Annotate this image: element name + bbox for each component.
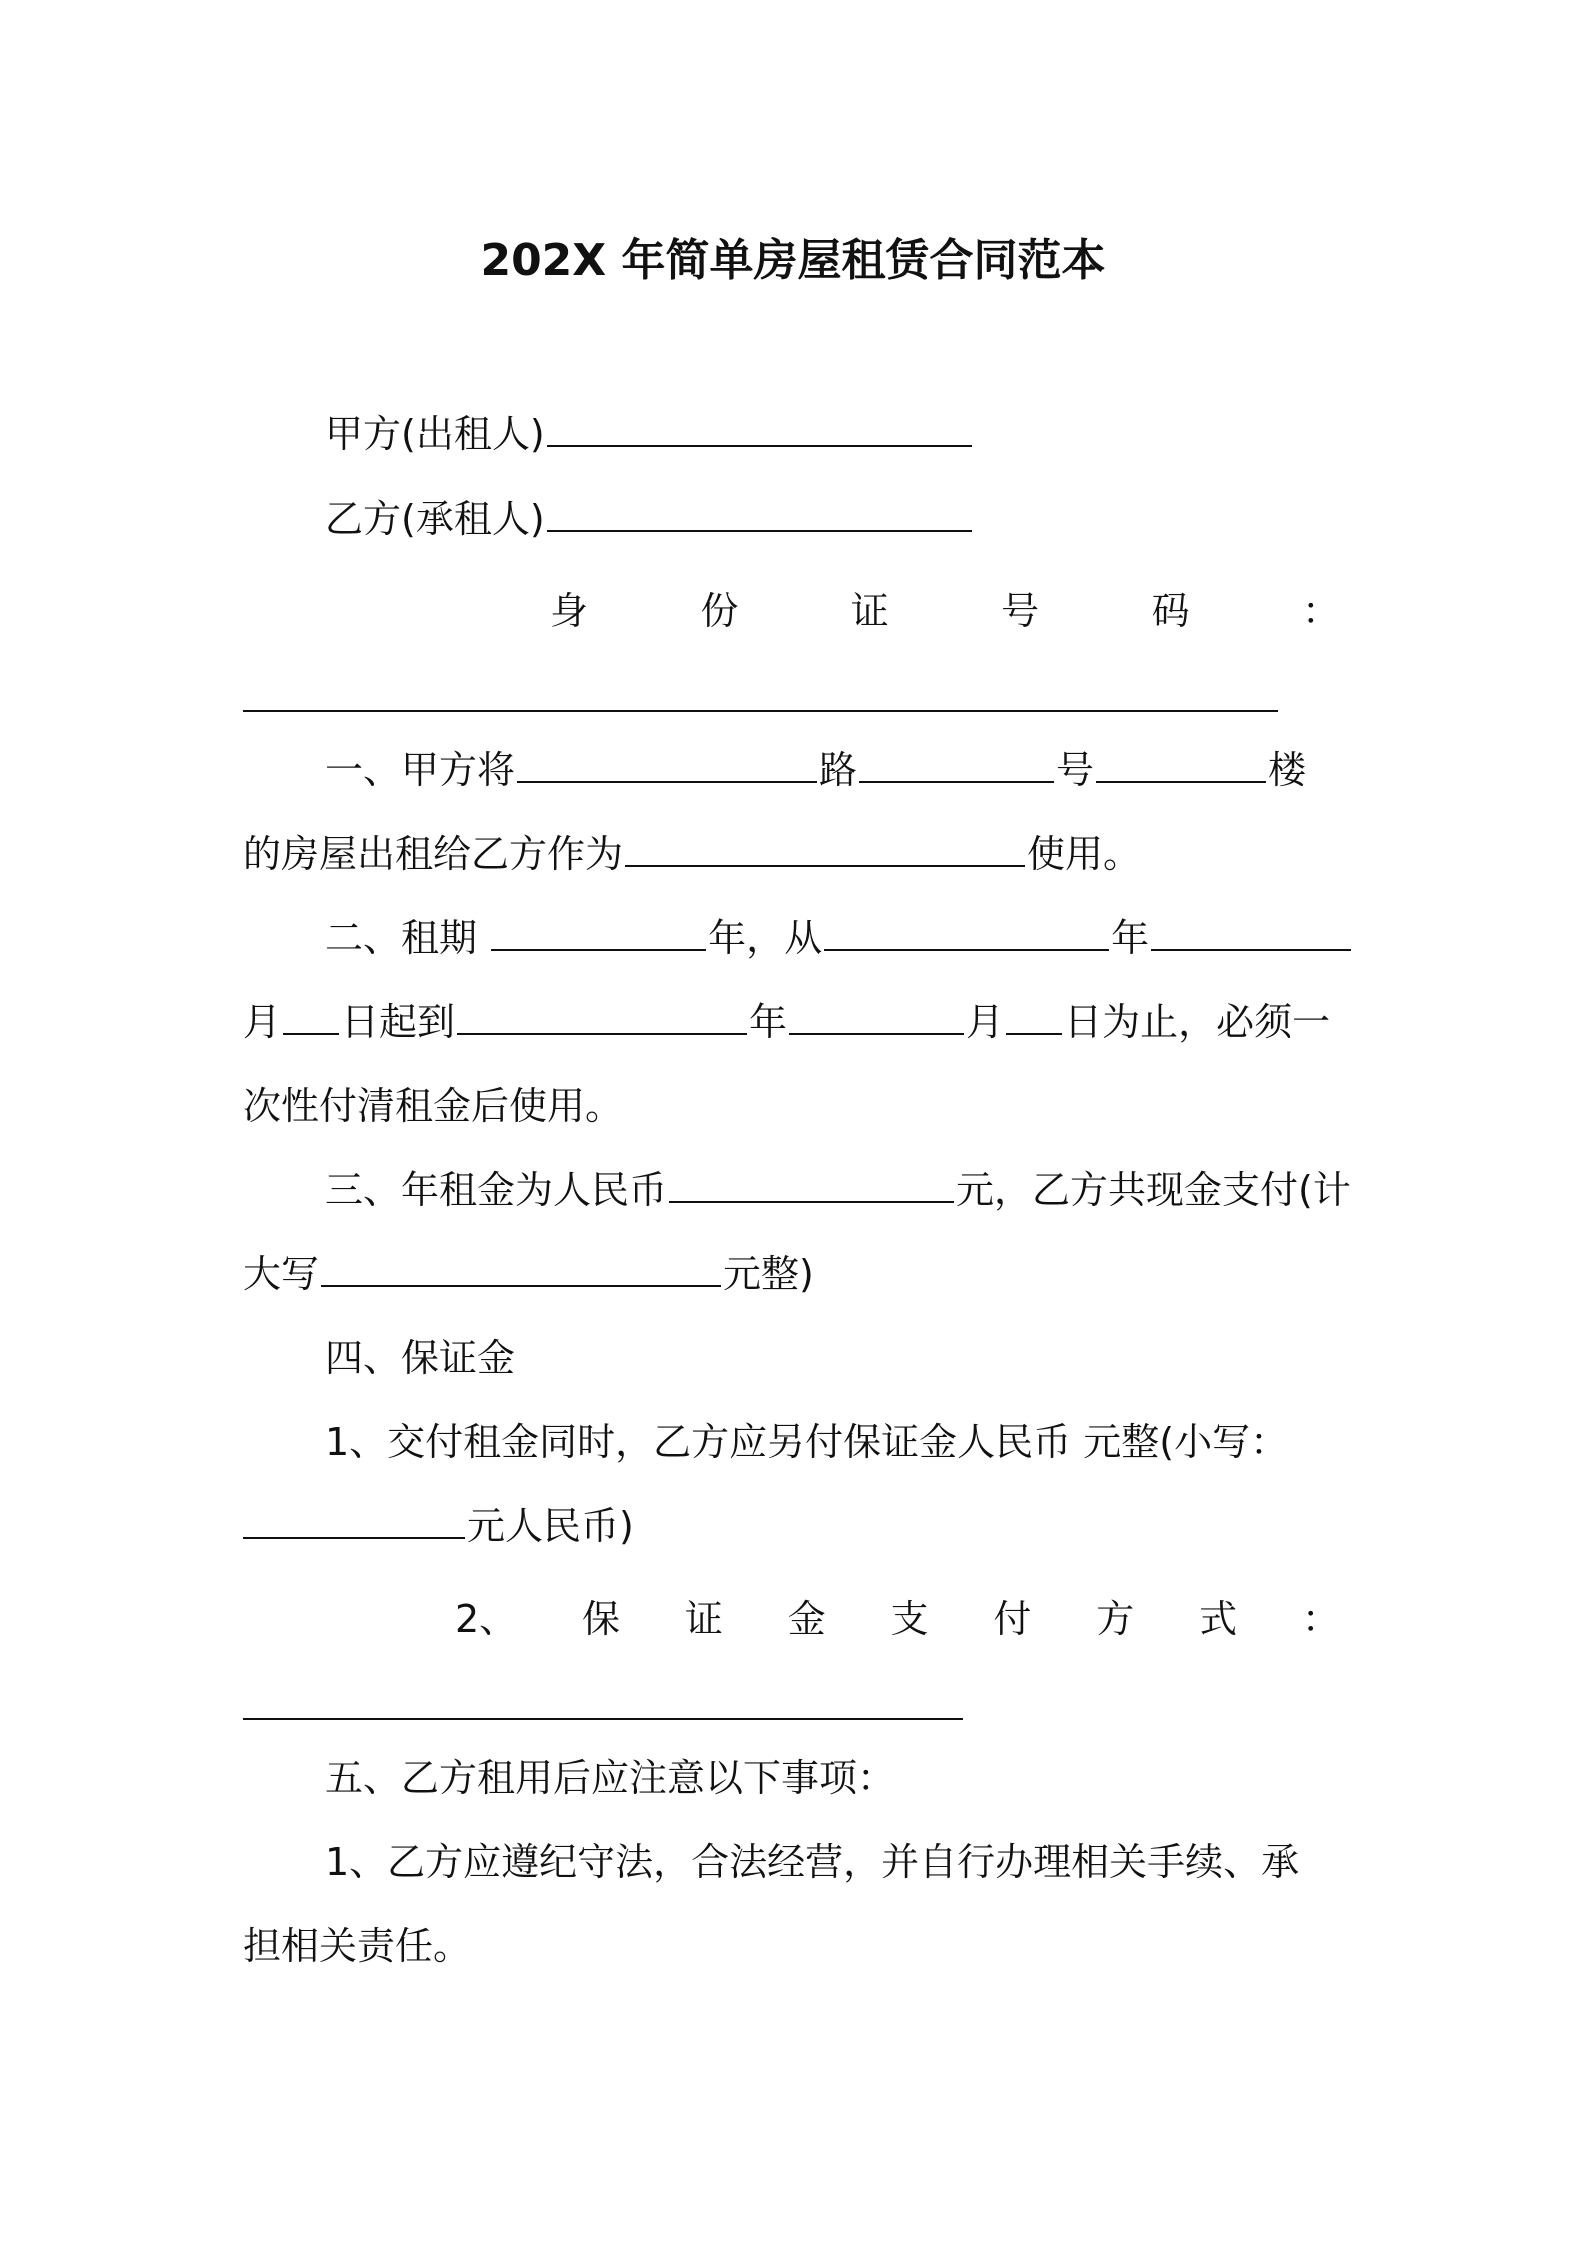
clause2-blank-start-month[interactable] <box>1151 945 1351 951</box>
clause2-blank-end-day[interactable] <box>1006 1029 1062 1035</box>
clause1-building: 楼 <box>1268 748 1307 792</box>
id-char-2: 证 <box>850 589 889 633</box>
deposit-char-8: ： <box>1301 1597 1340 1641</box>
clause2-line2 <box>243 1000 1330 1046</box>
deposit-char-5: 付 <box>993 1597 1032 1641</box>
clause1-prefix: 一、甲方将 <box>325 748 516 792</box>
clause5-heading: 五、乙方租用后应注意以下事项： <box>325 1756 896 1800</box>
clause3-line2 <box>243 1252 814 1298</box>
clause2-line1 <box>325 916 1353 962</box>
clause2-blank-end-month[interactable] <box>789 1029 964 1035</box>
id-number-blank[interactable] <box>243 710 1278 712</box>
clause5-item1-line2: 担相关责任。 <box>243 1924 472 1968</box>
party-b-label: 乙方(承租人) <box>325 497 545 541</box>
party-b-line <box>325 497 974 543</box>
id-char-5: ： <box>1301 589 1340 633</box>
clause4-item1-line2-suffix: 元人民币) <box>467 1504 634 1548</box>
clause3-blank-capital[interactable] <box>321 1281 721 1287</box>
deposit-method-blank[interactable] <box>243 1718 963 1720</box>
deposit-char-7: 式 <box>1199 1597 1238 1641</box>
clause1-line1 <box>325 748 1306 794</box>
clause2-year2: 年 <box>1111 916 1150 960</box>
clause2-year: 年，从 <box>708 916 823 960</box>
id-number-label <box>550 580 1340 635</box>
deposit-char-0: 2、 <box>455 1597 518 1641</box>
deposit-char-2: 证 <box>684 1597 723 1641</box>
deposit-method-label <box>455 1588 1340 1643</box>
clause2-line3: 次性付清租金后使用。 <box>243 1084 624 1128</box>
clause2-blank-years[interactable] <box>491 945 706 951</box>
clause2-blank-start-day[interactable] <box>283 1029 339 1035</box>
id-char-1: 份 <box>700 589 739 633</box>
clause3-line1 <box>325 1168 1351 1214</box>
clause1-line2-prefix: 的房屋出租给乙方作为 <box>243 832 624 876</box>
clause1-road: 路 <box>819 748 858 792</box>
clause2-blank-start-year[interactable] <box>824 945 1109 951</box>
clause1-blank-building[interactable] <box>1096 777 1266 783</box>
clause3-line2-prefix: 大写 <box>243 1252 320 1296</box>
clause1-blank-number[interactable] <box>859 777 1054 783</box>
clause2-end-month: 月 <box>966 1000 1005 1044</box>
deposit-char-4: 支 <box>890 1597 929 1641</box>
document-title: 202X 年简单房屋租赁合同范本 <box>480 235 1106 286</box>
clause4-blank-lowercase[interactable] <box>243 1533 465 1539</box>
deposit-char-6: 方 <box>1096 1597 1135 1641</box>
id-char-4: 码 <box>1151 589 1190 633</box>
clause5-item1: 1、乙方应遵纪守法，合法经营，并自行办理相关手续、承 <box>325 1840 1300 1884</box>
clause4-item1: 1、交付租金同时，乙方应另付保证金人民币 元整(小写： <box>325 1420 1289 1464</box>
clause2-end-year: 年 <box>749 1000 788 1044</box>
clause4-heading: 四、保证金 <box>325 1336 516 1380</box>
clause3-blank-rent[interactable] <box>669 1197 954 1203</box>
clause2-blank-end-year[interactable] <box>457 1029 747 1035</box>
id-char-0: 身 <box>550 589 589 633</box>
clause1-blank-usage[interactable] <box>625 861 1025 867</box>
clause4-item1-line2 <box>243 1504 634 1550</box>
id-char-3: 号 <box>1001 589 1040 633</box>
clause2-month: 月 <box>243 1000 282 1044</box>
party-b-blank[interactable] <box>547 526 972 532</box>
clause3-line2-suffix: 元整) <box>723 1252 814 1296</box>
clause3-prefix: 三、年租金为人民币 <box>325 1168 668 1212</box>
clause1-line2-suffix: 使用。 <box>1027 832 1142 876</box>
clause1-number: 号 <box>1056 748 1095 792</box>
clause1-blank-street[interactable] <box>517 777 817 783</box>
clause2-prefix: 二、租期 <box>325 916 478 960</box>
clause2-end: 日为止，必须一 <box>1064 1000 1331 1044</box>
party-a-blank[interactable] <box>547 441 972 447</box>
deposit-char-1: 保 <box>582 1597 621 1641</box>
party-a-label: 甲方(出租人) <box>325 412 545 456</box>
clause1-line2 <box>243 832 1141 878</box>
clause3-suffix: 元，乙方共现金支付(计 <box>956 1168 1351 1212</box>
party-a-line <box>325 412 974 458</box>
deposit-char-3: 金 <box>787 1597 826 1641</box>
clause2-day-from: 日起到 <box>341 1000 456 1044</box>
